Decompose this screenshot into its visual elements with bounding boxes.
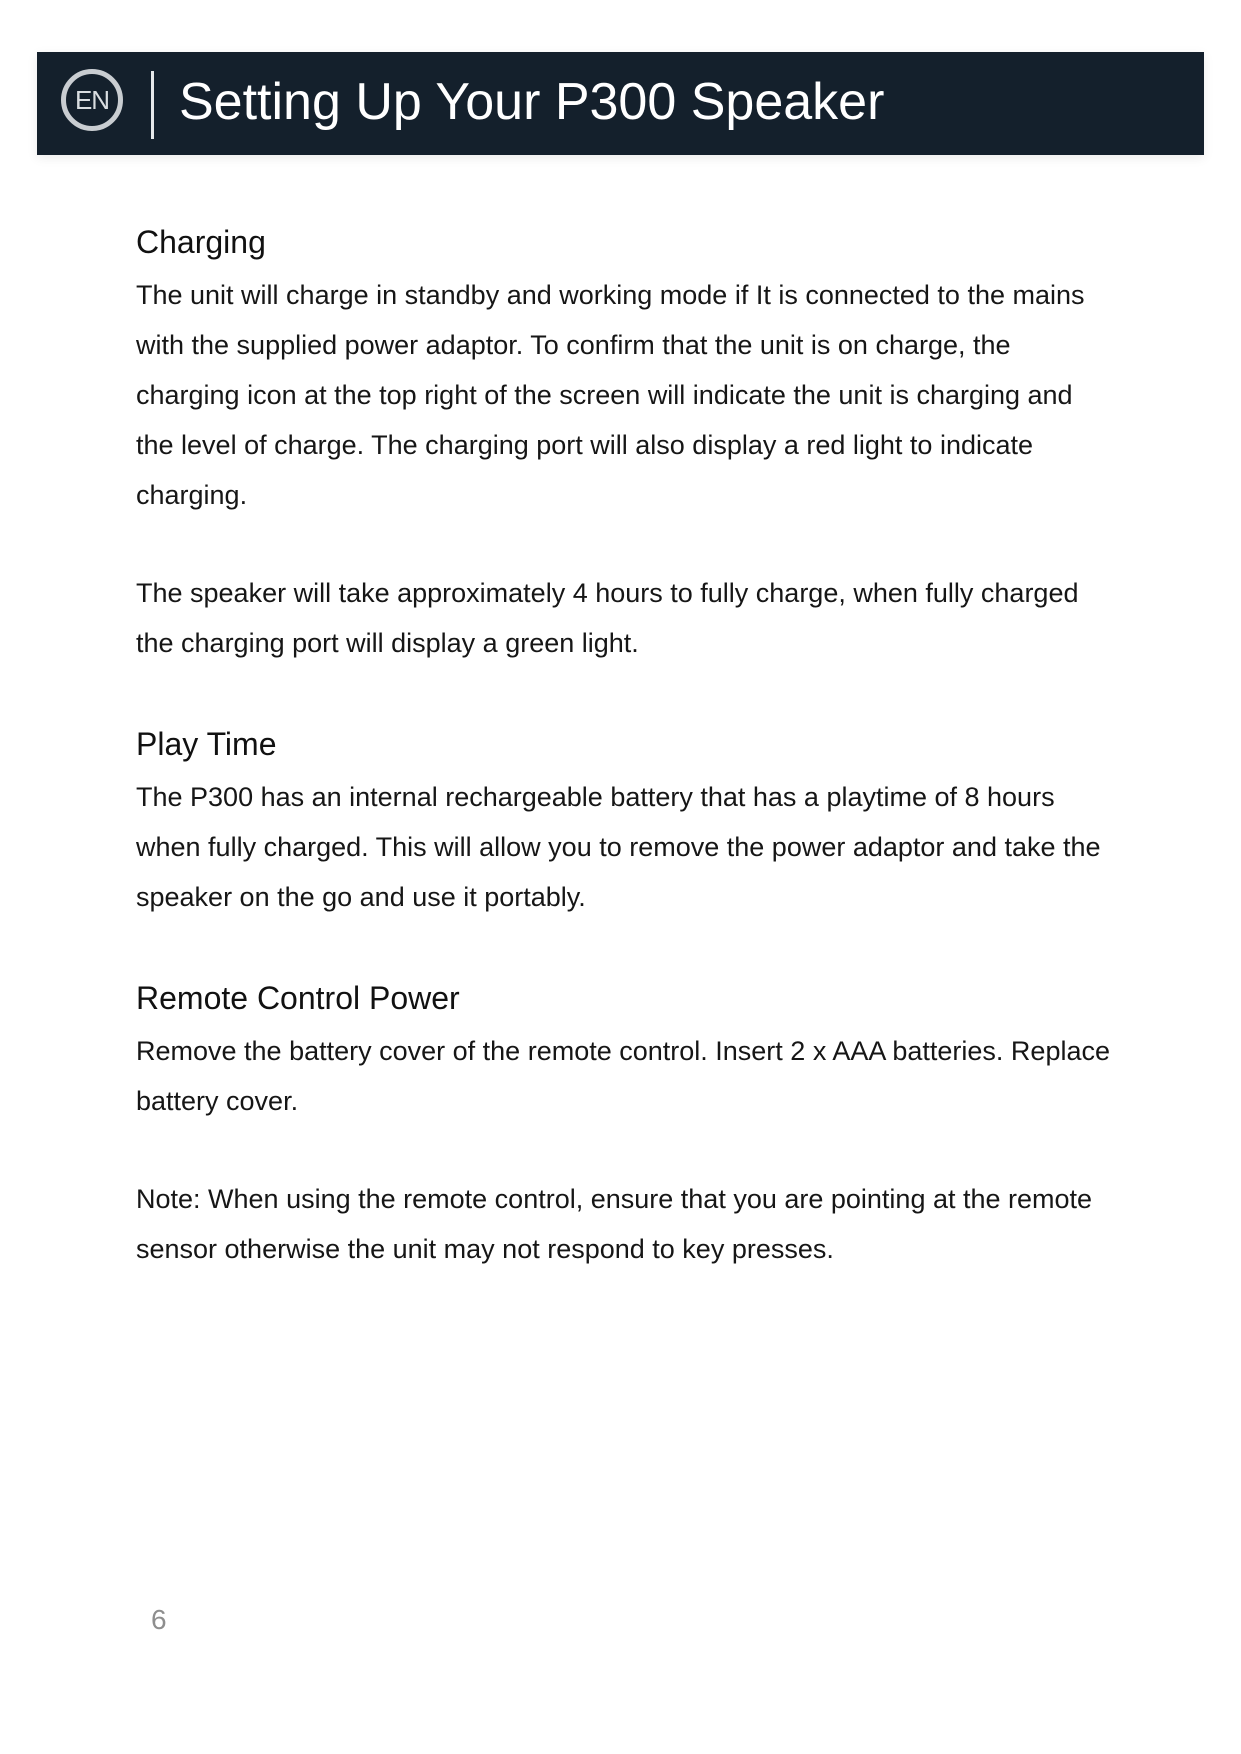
charging-time-paragraph: The speaker will take approximately 4 hours to fully charge, when fully charged the charging port will display a green light. [136,578,1079,658]
section-remote-control-power [136,978,1116,1274]
section-heading-play-time: Play Time [136,726,277,762]
header-divider [151,71,154,139]
remote-batteries-paragraph: Remove the battery cover of the remote control. Insert 2 x AAA batteries. Replace battery cover. [136,1036,1110,1116]
remote-note-paragraph: Note: When using the remote control, ensure that you are pointing at the remote sensor otherwise the unit may not respond to key presses. [136,1184,1093,1264]
play-time-paragraph: The P300 has an internal rechargeable battery that has a playtime of 8 hours when fully charged. This will allow you to remove the power adaptor and take the speaker on the go and use it portably. [136,782,1101,912]
section-heading-charging: Charging [136,224,266,260]
section-heading-remote-control-power: Remote Control Power [136,980,460,1016]
page-header [37,52,1204,155]
section-play-time [136,724,1116,922]
language-badge: EN [61,69,123,131]
section-charging [136,222,1116,668]
page-content [136,222,1116,1274]
page-number: 6 [151,1604,167,1635]
charging-paragraph: The unit will charge in standby and working mode if It is connected to the mains with the supplied power adaptor. To confirm that the unit is on charge, the charging icon at the top right of the screen will indicate the unit is charging and the level of charge. The charging port will also display a red light to indicate charging. [136,280,1085,510]
page-title: Setting Up Your P300 Speaker [179,73,885,131]
